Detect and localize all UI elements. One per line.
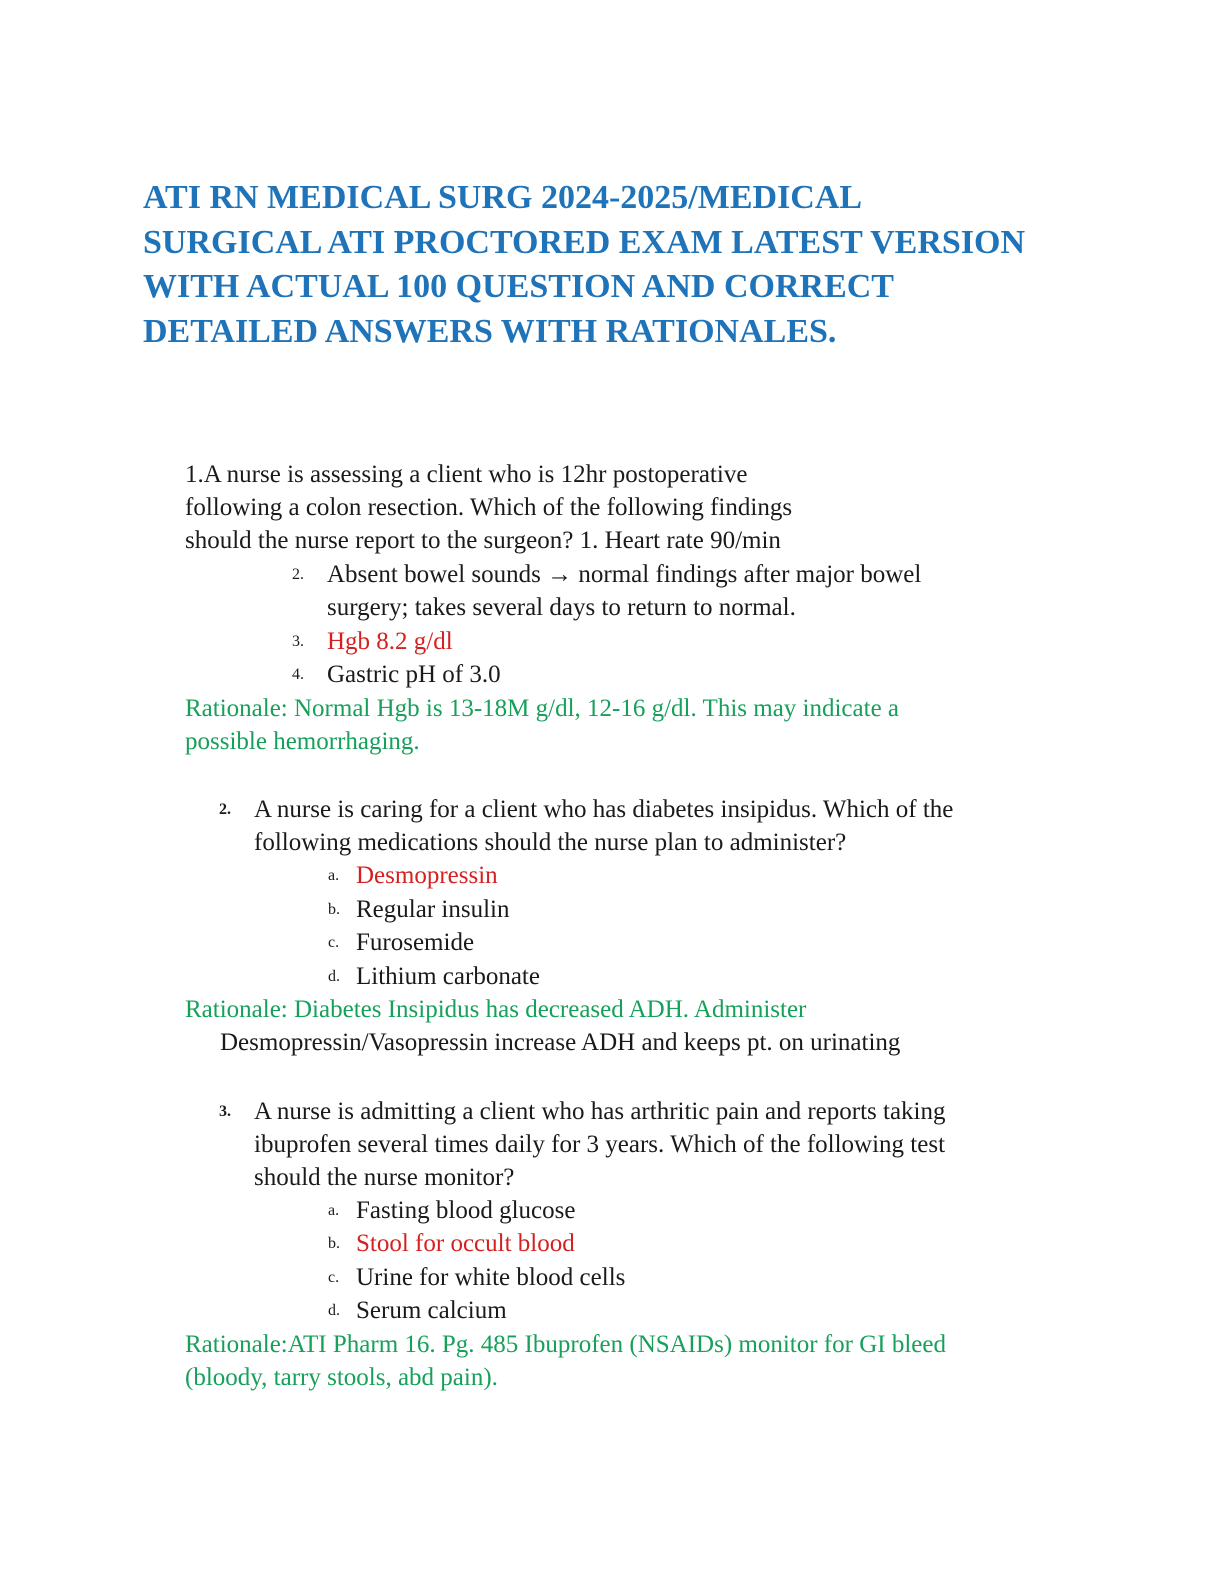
question-number: 3. bbox=[219, 1103, 231, 1120]
question-2-stem-line: following medications should the nurse plan to administer? bbox=[254, 829, 847, 856]
option-marker: 3. bbox=[292, 633, 304, 650]
option-marker: d. bbox=[328, 968, 340, 985]
option-text: Gastric pH of 3.0 bbox=[327, 661, 501, 688]
option-marker: 4. bbox=[292, 666, 304, 683]
correct-answer: Hgb 8.2 g/dl bbox=[327, 628, 453, 655]
option-marker: a. bbox=[328, 1202, 340, 1219]
rationale-line: (bloody, tarry stools, abd pain). bbox=[185, 1364, 498, 1391]
option-marker: b. bbox=[328, 1235, 340, 1252]
correct-answer: Stool for occult blood bbox=[356, 1230, 575, 1257]
option-text: Lithium carbonate bbox=[356, 963, 540, 990]
option-text: Regular insulin bbox=[356, 896, 510, 923]
option-text: Urine for white blood cells bbox=[356, 1264, 626, 1291]
option-marker: d. bbox=[328, 1302, 340, 1319]
option-text: surgery; takes several days to return to normal. bbox=[327, 594, 796, 621]
question-1-stem-line: should the nurse report to the surgeon? 1. Heart rate 90/min bbox=[185, 527, 781, 554]
option-marker: b. bbox=[328, 901, 340, 918]
rationale-line: Rationale: Normal Hgb is 13-18M g/dl, 12-16 g/dl. This may indicate a bbox=[185, 695, 900, 722]
question-3-stem-line: A nurse is admitting a client who has arthritic pain and reports taking bbox=[254, 1098, 946, 1125]
title-line: SURGICAL ATI PROCTORED EXAM LATEST VERSION bbox=[143, 223, 1026, 261]
rationale-continuation: Desmopressin/Vasopressin increase ADH and keeps pt. on urinating bbox=[220, 1029, 901, 1056]
title-line: DETAILED ANSWERS WITH RATIONALES. bbox=[143, 312, 837, 350]
question-3-stem-line: ibuprofen several times daily for 3 years. Which of the following test bbox=[254, 1131, 946, 1158]
title-line: ATI RN MEDICAL SURG 2024-2025/MEDICAL bbox=[143, 179, 863, 216]
option-marker: a. bbox=[328, 867, 340, 884]
option-marker: 2. bbox=[292, 566, 304, 583]
question-3-stem-line: should the nurse monitor? bbox=[254, 1164, 515, 1191]
rationale-line: Rationale:ATI Pharm 16. Pg. 485 Ibuprofen (NSAIDs) monitor for GI bleed bbox=[185, 1331, 946, 1358]
title-line: WITH ACTUAL 100 QUESTION AND CORRECT bbox=[143, 268, 894, 305]
option-text: Serum calcium bbox=[356, 1297, 507, 1324]
option-marker: c. bbox=[328, 1269, 340, 1286]
correct-answer: Desmopressin bbox=[356, 862, 498, 889]
question-1-stem-line: following a colon resection. Which of the following findings bbox=[185, 494, 793, 521]
rationale-line: Rationale: Diabetes Insipidus has decreased ADH. Administer bbox=[185, 996, 807, 1023]
option-marker: c. bbox=[328, 934, 340, 951]
option-text: Furosemide bbox=[356, 929, 475, 956]
question-2-stem-line: A nurse is caring for a client who has diabetes insipidus. Which of the bbox=[254, 796, 954, 823]
page-title bbox=[143, 176, 1103, 354]
option-text: Fasting blood glucose bbox=[356, 1197, 576, 1224]
question-1-stem-line: 1.A nurse is assessing a client who is 12hr postoperative bbox=[185, 461, 748, 488]
question-number: 2. bbox=[219, 801, 231, 818]
option-text: Absent bowel sounds → normal findings after major bowel bbox=[327, 561, 922, 588]
rationale-line: possible hemorrhaging. bbox=[185, 728, 420, 755]
